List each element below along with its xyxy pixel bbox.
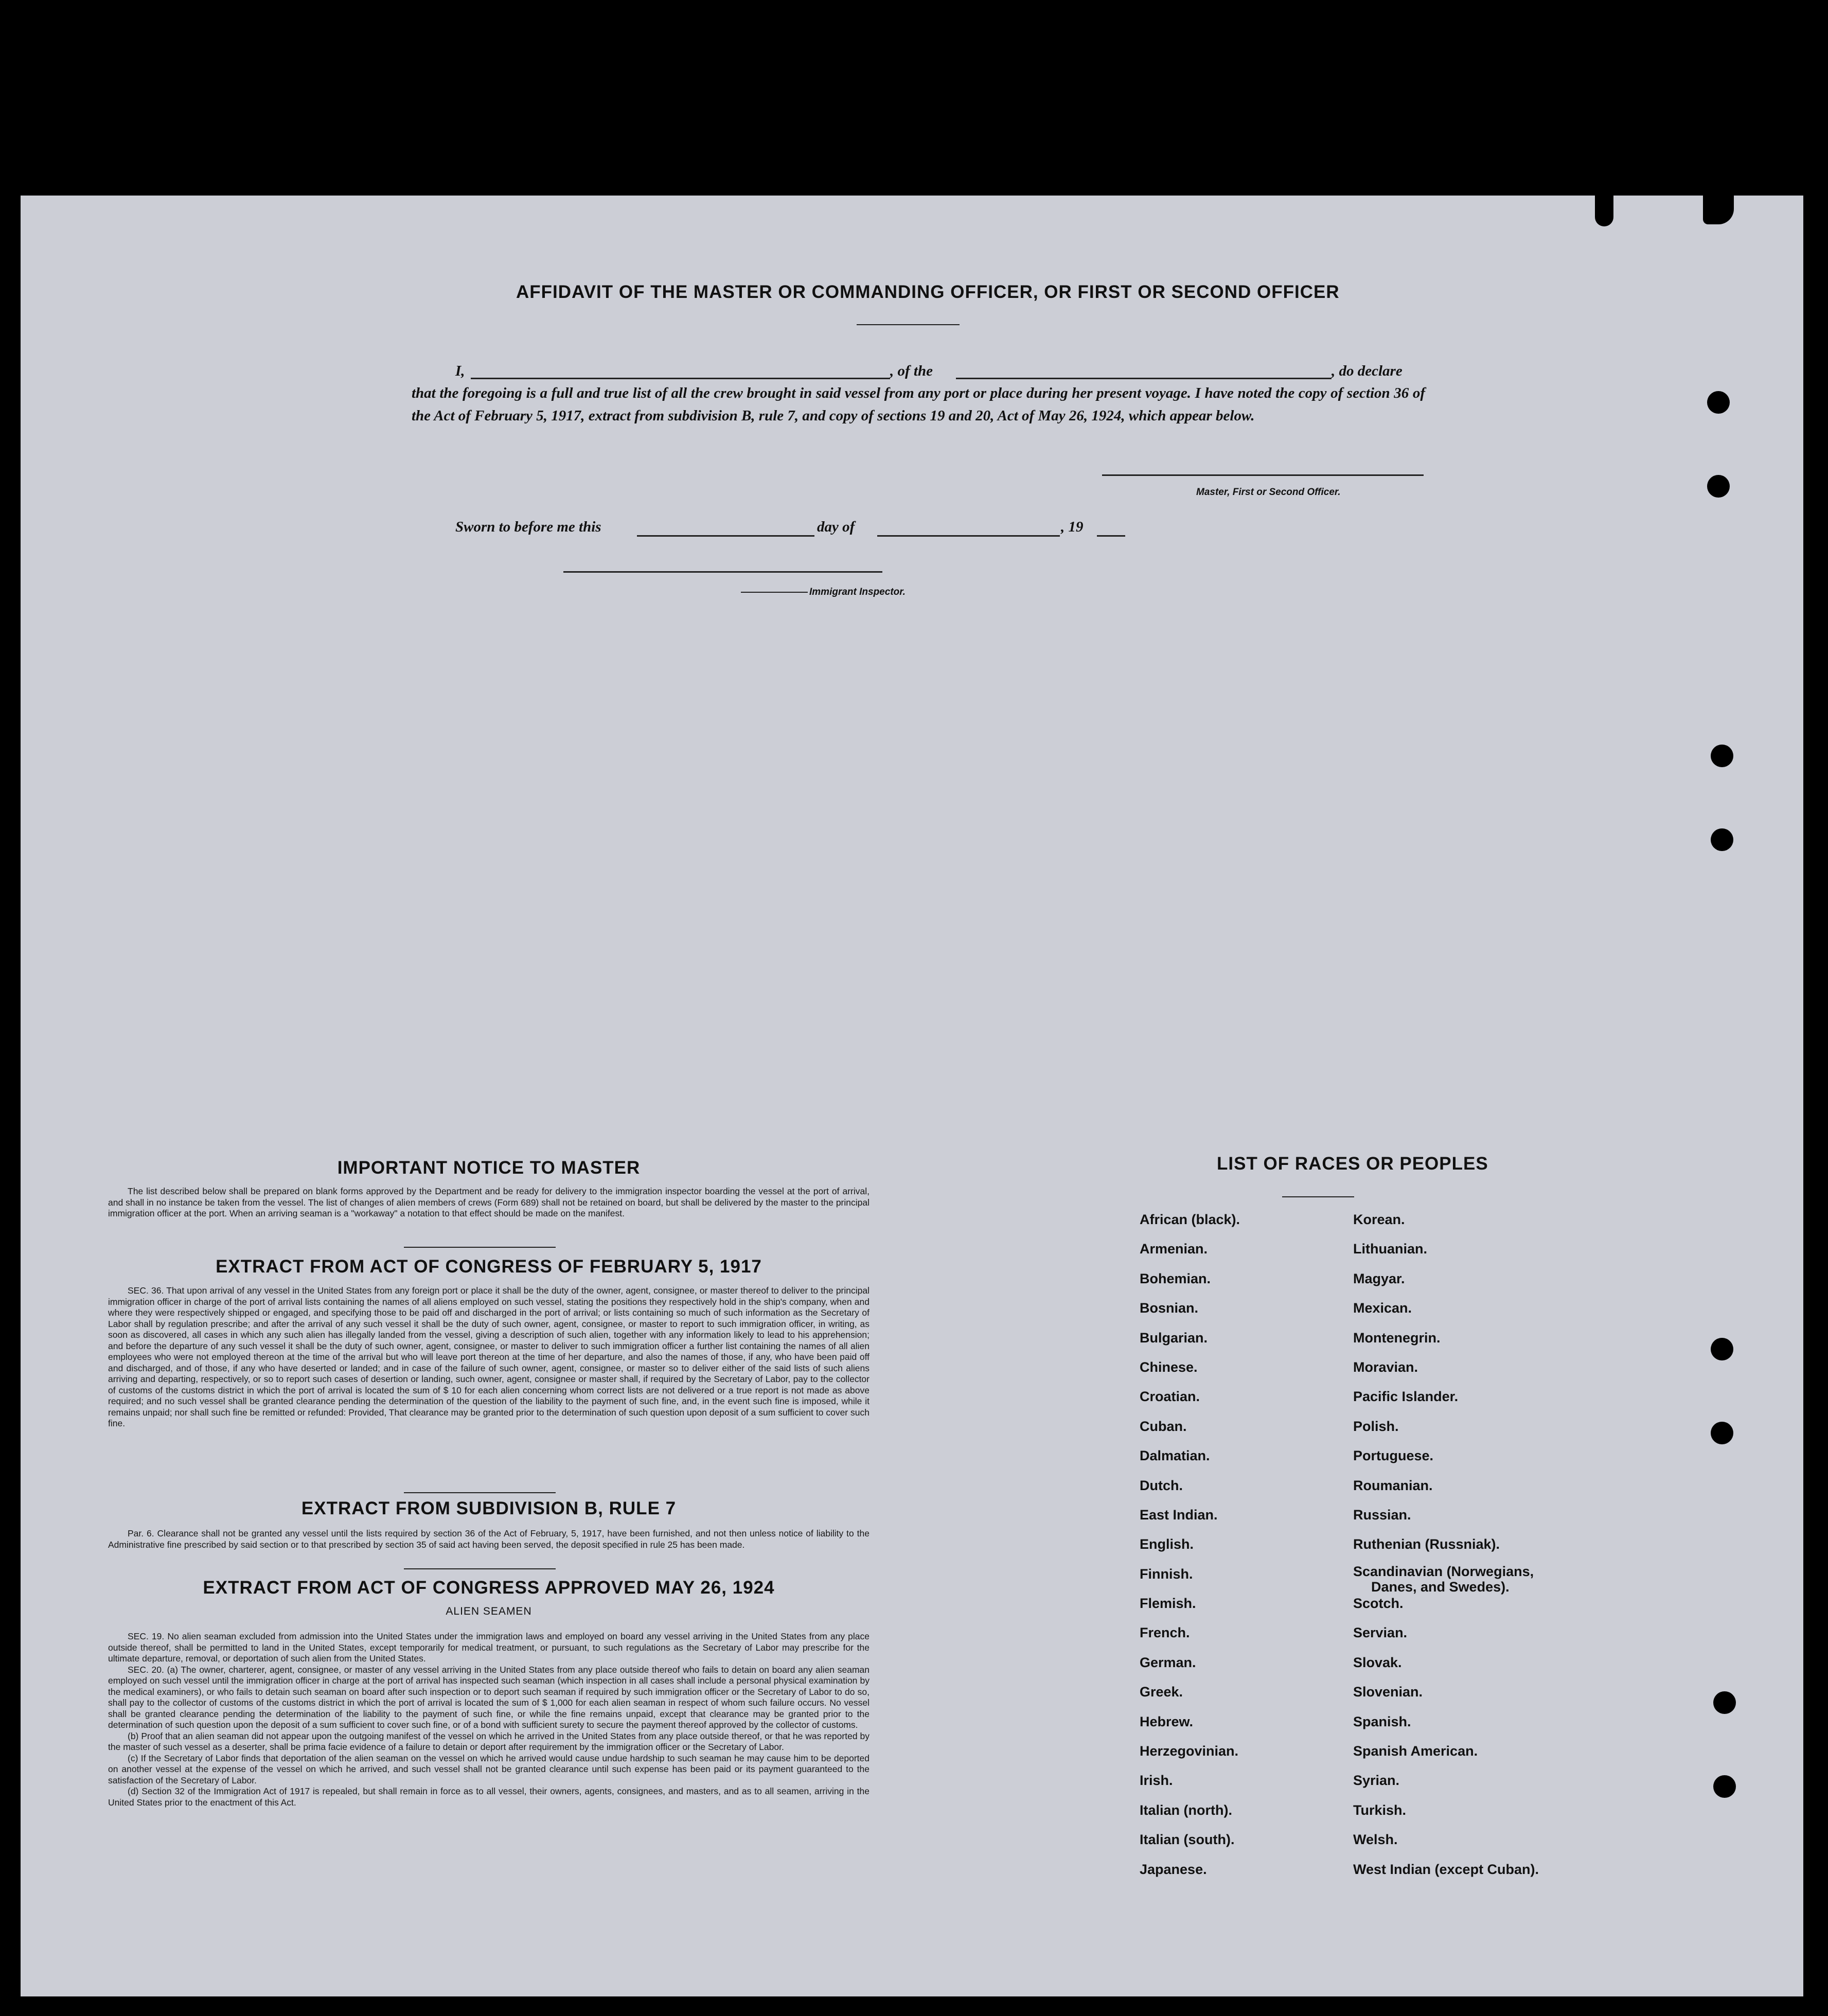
alien-seamen-subheading: ALIEN SEAMEN xyxy=(446,1605,532,1617)
race-item: Finnish. xyxy=(1140,1566,1193,1582)
punch-hole xyxy=(1711,745,1733,767)
race-item: Roumanian. xyxy=(1353,1477,1433,1493)
declarant-name-field[interactable] xyxy=(471,362,890,379)
rule7-heading: EXTRACT FROM SUBDIVISION B, RULE 7 xyxy=(301,1498,677,1518)
sworn-year-field[interactable] xyxy=(1097,520,1125,537)
race-item: Greek. xyxy=(1140,1684,1183,1700)
race-item: Herzegovinian. xyxy=(1140,1743,1239,1759)
heading-divider xyxy=(857,324,960,325)
race-item: Korean. xyxy=(1353,1212,1405,1227)
races-right-column xyxy=(1353,1209,1539,1888)
sworn-prefix: Sworn to before me this xyxy=(455,519,601,535)
race-item: Dutch. xyxy=(1140,1477,1183,1493)
extract-1924-text xyxy=(108,1631,869,1808)
sec19-text: SEC. 19. No alien seaman excluded from admission into the United States under the immigration laws and employed on board any vessel arriving in the United States from any place outside thereof, shall be permitted to land in the United States, except temporarily for medical treatment, or pursuant, to such regulations as the Secretary of Labor may prescribe for the ultimate departure, removal, or deportation of such alien from the United States. xyxy=(108,1631,869,1664)
binder-clip xyxy=(1595,190,1613,226)
punch-hole xyxy=(1711,1338,1733,1360)
binder-clip xyxy=(1703,190,1734,224)
race-item: Bohemian. xyxy=(1140,1270,1211,1286)
race-item: Mexican. xyxy=(1353,1300,1412,1316)
extract-1917-heading: EXTRACT FROM ACT OF CONGRESS OF FEBRUARY 5, 1917 xyxy=(216,1257,762,1277)
race-item: Spanish American. xyxy=(1353,1743,1478,1759)
race-item: Scotch. xyxy=(1353,1596,1404,1612)
signature-caption: Master, First or Second Officer. xyxy=(1196,487,1341,498)
race-item: Lithuanian. xyxy=(1353,1241,1427,1257)
declaration-text: that the foregoing is a full and true list of all the crew brought in said vessel from any port or place during her present voyage. I have noted the copy of section 36 of the Act of February 5, 1917, extract from subdivision B, rule 7, and copy of sections 19 and 20, Act of May 26, 1924, which appear below. xyxy=(412,385,1425,424)
race-item: Syrian. xyxy=(1353,1773,1400,1789)
extract-1924-heading: EXTRACT FROM ACT OF CONGRESS APPROVED MAY 26, 1924 xyxy=(203,1578,775,1598)
race-item: Portuguese. xyxy=(1353,1448,1434,1464)
notice-heading: IMPORTANT NOTICE TO MASTER xyxy=(337,1158,641,1178)
race-item: Armenian. xyxy=(1140,1241,1208,1257)
punch-hole xyxy=(1711,1422,1733,1444)
punch-hole xyxy=(1707,475,1730,498)
declare-suffix: , do declare xyxy=(1332,363,1403,379)
sec20b-text: (b) Proof that an alien seaman did not appear upon the outgoing manifest of the vessel on which he arrived in the United States from any place outside thereof, or that he was reported by the master of such vessel as a deserter, shall be prima facie evidence of a failure to detain or deport after requirement by the immigration officer or the Secretary of Labor. xyxy=(108,1730,869,1752)
race-item: Japanese. xyxy=(1140,1861,1207,1877)
vessel-name-field[interactable] xyxy=(956,362,1332,379)
race-item: African (black). xyxy=(1140,1212,1240,1227)
race-item: West Indian (except Cuban). xyxy=(1353,1861,1539,1877)
section-divider xyxy=(404,1568,556,1569)
race-item: Bulgarian. xyxy=(1140,1330,1208,1346)
race-item: German. xyxy=(1140,1654,1196,1670)
race-item: Slovenian. xyxy=(1353,1684,1423,1700)
race-item: Welsh. xyxy=(1353,1832,1398,1848)
sworn-year-label: , 19 xyxy=(1061,519,1084,535)
vessel-prefix: , of the xyxy=(890,363,933,379)
section-divider xyxy=(404,1492,556,1493)
sec20a-text: SEC. 20. (a) The owner, charterer, agent, consignee, or master of any vessel arriving in the United States from any place outside thereof who fails to detain on board any alien seaman employed on such vessel until the immigration officer in charge at the port of arrival has inspected such seaman (which inspection in all cases shall include a personal physical examination by the medical examiners), or who fails to detain such seaman on board after such inspection or to deport such seaman if required by such immigration officer or the Secretary of Labor to do so, shall pay to the collector of customs of the customs district in which the port of arrival is located the sum of $ 1,000 for each alien seaman in respect of whom such failure occurs. No vessel shall be granted clearance pending the determination of the liability to the payment of such fine, or while the fine remains unpaid, except that clearance may be granted prior to the determination of such question upon the deposit of a sum sufficient to cover such fine, or of a bond with sufficient surety to secure the payment thereof approved by the collector of customs. xyxy=(108,1664,869,1730)
sworn-day-field[interactable] xyxy=(637,520,814,537)
inspector-underline xyxy=(741,587,808,593)
race-item: English. xyxy=(1140,1536,1194,1552)
declarant-prefix: I, xyxy=(455,363,465,379)
race-item: Turkish. xyxy=(1353,1802,1407,1818)
race-item: Spanish. xyxy=(1353,1713,1411,1729)
race-item: Flemish. xyxy=(1140,1596,1196,1612)
race-item: Chinese. xyxy=(1140,1359,1198,1375)
race-item: Italian (north). xyxy=(1140,1802,1232,1818)
races-heading: LIST OF RACES OR PEOPLES xyxy=(1217,1154,1488,1174)
race-item: Moravian. xyxy=(1353,1359,1418,1375)
affidavit-heading: AFFIDAVIT OF THE MASTER OR COMMANDING OFFICER, OR FIRST OR SECOND OFFICER xyxy=(516,282,1340,302)
punch-hole xyxy=(1711,828,1733,851)
inspector-caption: Immigrant Inspector. xyxy=(809,587,906,597)
sec20d-text: (d) Section 32 of the Immigration Act of 1917 is repealed, but shall remain in force as to all vessel, their owners, agents, consignees, and masters, and as to all seamen, arriving in the United States prior to the enactment of this Act. xyxy=(108,1786,869,1808)
section-divider xyxy=(404,1247,556,1248)
race-item: Hebrew. xyxy=(1140,1713,1194,1729)
sworn-day-label: day of xyxy=(817,519,855,535)
race-item-line: Danes, and Swedes). xyxy=(1371,1579,1510,1595)
race-item: Magyar. xyxy=(1353,1270,1405,1286)
races-left-column xyxy=(1140,1209,1240,1888)
punch-hole xyxy=(1713,1691,1736,1714)
race-item: Cuban. xyxy=(1140,1418,1187,1434)
race-item: Italian (south). xyxy=(1140,1832,1235,1848)
officer-signature-field[interactable] xyxy=(1102,459,1424,476)
sec20c-text: (c) If the Secretary of Labor finds that deportation of the alien seaman on the vessel on which he arrived would cause undue hardship to such seaman he may cause him to be deported on another vessel at the expense of the vessel on which he arrived, and such vessel shall not be granted clearance until such expense has been paid or its payment guaranteed to the satisfaction of the Secretary of Labor. xyxy=(108,1753,869,1785)
race-item: Pacific Islander. xyxy=(1353,1389,1459,1405)
race-item: Ruthenian (Russniak). xyxy=(1353,1536,1500,1552)
race-item: Polish. xyxy=(1353,1418,1399,1434)
race-item: Montenegrin. xyxy=(1353,1330,1441,1346)
race-item: Russian. xyxy=(1353,1507,1411,1523)
race-item: French. xyxy=(1140,1625,1190,1641)
race-item: Slovak. xyxy=(1353,1654,1402,1670)
race-item: Irish. xyxy=(1140,1773,1173,1789)
inspector-signature-field[interactable] xyxy=(563,556,882,573)
form-sheet xyxy=(21,196,1803,1996)
extract-1917-text: SEC. 36. That upon arrival of any vessel in the United States from any foreign port or place it shall be the duty of the owner, agent, consignee, or master thereof to deliver to the principal immigration officer in charge of the port of arrival lists containing the names of all aliens employed on such vessel, stating the positions they respectively hold in the ship's company, when and where they were respectively shipped or engaged, and specifying those to be paid off and discharged in the port of arrival; or lists containing so much of such information as the Secretary of Labor shall by regulation prescribe; and after the arrival of any such vessel it shall be the duty of such owner, agent, consignee, or master to report to such immigration officer, in writing, as soon as discovered, all cases in which any such alien has illegally landed from the vessel, giving a description of such alien, together with any information likely to lead to his apprehension; and before the departure of any such vessel it shall be the duty of such owner, agent, consignee, or master to deliver to such immigration officer a further list containing the names of all alien employees who were not employed thereon at the time of the arrival but who will leave port thereon at the time of her departure, and also the names of those, if any, who have been paid off and discharged, and of those, if any who have deserted or landed; and in case of the failure of such owner, agent, consignee, or master so to deliver either of the said lists of such aliens arriving and departing, respectively, or so to report such cases of desertion or landing, such owner, agent, consignee or master shall, if required by the Secretary of Labor, pay to the collector of customs of the customs district in which the port of arrival is located the sum of $ 10 for each alien concerning whom correct lists are not delivered or a true report is not made as above required; and no such vessel shall be granted clearance pending the determination of the question of the liability to the payment of such fine, and, in the event such fine is imposed, while it remains unpaid; nor shall such fine be remitted or refunded: Provided, That clearance may be granted prior to the determination of such question upon deposit of a sum sufficient to cover such fine. xyxy=(108,1285,869,1428)
rule7-text: Par. 6. Clearance shall not be granted any vessel until the lists required by section 36 of the Act of February, 5, 1917, have been furnished, and not then unless notice of liability to the Administrative fine prescribed by said section or to that prescribed by section 35 of said act having been served, the deposit specified in rule 25 has been made. xyxy=(108,1528,869,1550)
sworn-month-field[interactable] xyxy=(877,520,1060,537)
punch-hole xyxy=(1713,1775,1736,1798)
race-item xyxy=(1353,1564,1539,1593)
punch-hole xyxy=(1707,391,1730,414)
races-divider xyxy=(1282,1196,1354,1197)
race-item: Servian. xyxy=(1353,1625,1408,1641)
notice-text: The list described below shall be prepared on blank forms approved by the Department and be ready for delivery to the immigration inspector boarding the vessel at the port of arrival, and shall in no instance be taken from the vessel. The list of changes of alien members of crews (Form 689) shall not be retained on board, but shall be delivered by the master to the principal immigration officer at the port. When an arriving seaman is a "workaway" a notation to that effect should be made on the manifest. xyxy=(108,1186,869,1218)
race-item: Croatian. xyxy=(1140,1389,1200,1405)
race-item: East Indian. xyxy=(1140,1507,1218,1523)
race-item-line: Scandinavian (Norwegians, xyxy=(1353,1563,1534,1579)
race-item: Bosnian. xyxy=(1140,1300,1199,1316)
race-item: Dalmatian. xyxy=(1140,1448,1210,1464)
